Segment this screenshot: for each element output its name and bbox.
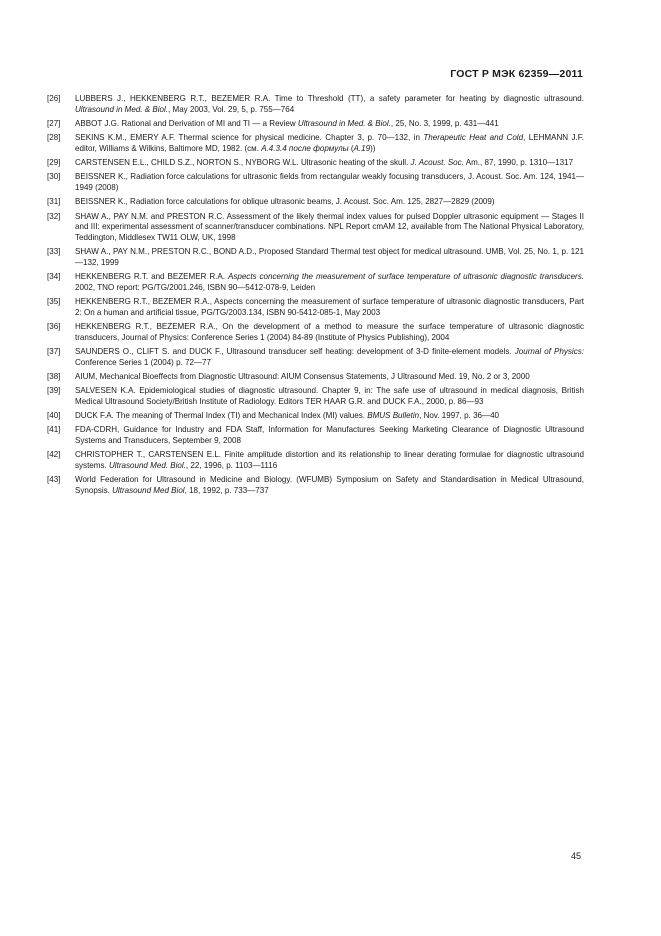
- reference-text: [75, 172, 584, 193]
- reference-segment: CHRISTOPHER T., CARSTENSEN E.L. Finite amplitude distortion and its relationship to linear derating formulae for diagnostic ultrasound systems.: [75, 450, 584, 471]
- reference-item: [47, 297, 584, 318]
- reference-segment: World Federation for Ultrasound in Medicine and Biology. (WFUMB) Symposium on Safety and Standardisation in Medical Ultrasound, Synopsis.: [75, 475, 584, 496]
- reference-number: [39]: [47, 386, 61, 396]
- reference-segment: FDA-CDRH, Guidance for Industry and FDA Staff, Information for Manufactures Seeking Marketing Clearance of Diagnostic Ultrasound Systems and Transducers, September 9, 2008: [75, 425, 584, 446]
- reference-text: [75, 212, 584, 244]
- reference-number: [35]: [47, 297, 61, 307]
- reference-segment: LUBBERS J., HEKKENBERG R.T., BEZEMER R.A. Time to Threshold (TT), a safety parameter for heating by diagnostic ultrasound.: [75, 94, 584, 103]
- reference-italic-segment: А.4.3.4 после формулы: [261, 143, 349, 153]
- reference-number: [40]: [47, 411, 61, 421]
- reference-segment: AIUM, Mechanical Bioeffects from Diagnostic Ultrasound: AIUM Consensus Statements, J Ultrasound Med. 19, No. 2 or 3, 2000: [75, 372, 530, 382]
- reference-segment: BEISSNER K., Radiation force calculations for ultrasonic fields from rectangular weakly focusing transducers, J. Acoust. Soc. Am. 124, 1941—1949 (2008): [75, 172, 584, 193]
- reference-text: [75, 372, 584, 383]
- reference-number: [42]: [47, 450, 61, 460]
- reference-text: [75, 197, 584, 208]
- reference-text: [75, 119, 584, 130]
- reference-number: [28]: [47, 133, 61, 143]
- reference-number: [33]: [47, 247, 61, 257]
- reference-italic-segment: Ultrasound Med. Biol.: [108, 461, 186, 471]
- page-number: 45: [570, 851, 581, 861]
- reference-item: [47, 133, 584, 154]
- reference-italic-segment: А.19: [353, 143, 371, 153]
- reference-number: [27]: [47, 118, 61, 128]
- reference-text: [75, 386, 584, 407]
- reference-segment: , Nov. 1997, p. 36—40: [419, 411, 500, 421]
- reference-segment: HEKKENBERG R.T., BEZEMER R.A., On the development of a method to measure the surface temperature of ultrasonic diagnostic transducers, Journal of Physics: Conference Series 1 (2004) 84-89 (Institute of Physics Publishing), 2004: [75, 322, 584, 342]
- reference-text: [75, 450, 584, 471]
- reference-number: [29]: [47, 158, 61, 168]
- reference-list: [47, 94, 584, 500]
- document-header: ГОСТ Р МЭК 62359—2011: [450, 68, 583, 80]
- reference-segment: ABBOT J.G. Rational and Derivation of MI and TI — a Review: [75, 118, 298, 128]
- reference-item: [47, 386, 584, 407]
- reference-segment: HEKKENBERG R.T., BEZEMER R.A., Aspects concerning the measurement of surface temperature of ultrasonic diagnostic transducers, Part 2: On a human and artificial tissue, PG/TG/2003.134, ISBN 90-5412-085-1, May 2003: [75, 297, 584, 317]
- reference-italic-segment: Journal of Physics:: [514, 347, 584, 357]
- reference-text: [75, 425, 584, 446]
- reference-segment: , 22, 1996, p. 1103—1116: [185, 461, 278, 471]
- reference-segment: SHAW A., PAY N.M., PRESTON R.C., BOND A.D., Proposed Standard Thermal test object for medical ultrasound. UMB, Vol. 25, No. 1, p. 121—132, 1999: [75, 247, 584, 267]
- reference-number: [31]: [47, 197, 61, 207]
- reference-text: [75, 475, 584, 496]
- reference-number: [38]: [47, 372, 61, 382]
- reference-italic-segment: Ultrasound in Med. & Biol.: [297, 118, 391, 128]
- reference-item: [47, 272, 584, 293]
- reference-item: [47, 411, 584, 422]
- reference-italic-segment: Ultrasound in Med. & Biol.: [75, 104, 169, 114]
- reference-item: [47, 158, 584, 169]
- reference-number: [41]: [47, 425, 61, 435]
- reference-item: [47, 212, 584, 244]
- reference-segment: (: [348, 143, 354, 153]
- reference-number: [43]: [47, 475, 61, 485]
- reference-segment: )): [370, 143, 376, 153]
- reference-text: [75, 272, 584, 293]
- reference-segment: Am., 87, 1990, p. 1310—1317: [463, 158, 574, 168]
- reference-italic-segment: Ultrasound Med Biol: [112, 486, 185, 496]
- reference-text: [75, 411, 584, 422]
- reference-segment: 2002, TNO report: PG/TG/2001.246, ISBN 90—5412-078-9, Leiden: [75, 282, 316, 292]
- reference-number: [32]: [47, 211, 61, 221]
- reference-segment: HEKKENBERG R.T. and BEZEMER R.A.: [75, 272, 228, 282]
- reference-number: [30]: [47, 172, 61, 182]
- reference-item: [47, 450, 584, 471]
- reference-text: [75, 347, 584, 368]
- reference-text: [75, 247, 584, 268]
- reference-number: [37]: [47, 347, 61, 357]
- reference-segment: Conference Series 1 (2004) p. 72—77: [75, 357, 211, 367]
- reference-item: [47, 347, 584, 368]
- reference-segment: , LEHMANN J.F. editor, Williams & Wilkins, Baltimore MD, 1982. (см.: [75, 133, 585, 153]
- reference-segment: BEISSNER K., Radiation force calculations for oblique ultrasonic beams, J. Acoust. Soc. Am. 125, 2827—2829 (2009): [75, 197, 495, 207]
- reference-italic-segment: BMUS Bulletin: [367, 411, 420, 421]
- reference-segment: CARSTENSEN E.L., CHILD S.Z., NORTON S., NYBORG W.L. Ultrasonic heating of the skull.: [75, 158, 411, 168]
- reference-item: [47, 197, 584, 208]
- reference-item: [47, 94, 584, 115]
- reference-italic-segment: Aspects concerning the measurement of surface temperature of ultrasonic diagnostic transducers.: [227, 272, 584, 282]
- reference-item: [47, 119, 584, 130]
- reference-segment: , 25, No. 3, 1999, p. 431—441: [390, 118, 499, 128]
- reference-italic-segment: Therapeutic Heat and Cold: [423, 133, 524, 143]
- reference-number: [34]: [47, 272, 61, 282]
- reference-text: [75, 297, 584, 318]
- reference-segment: , 18, 1992, p. 733—737: [184, 486, 269, 496]
- reference-segment: SEKINS K.M., EMERY A.F. Thermal science for physical medicine. Chapter 3, p. 70—132, in: [75, 133, 424, 143]
- reference-item: [47, 372, 584, 383]
- reference-segment: SHAW A., PAY N.M. and PRESTON R.C. Assessment of the likely thermal index values for pulsed Doppler ultrasonic equipment — Stages II and III: experimental assessment of scanner/transducer combinations. NPL Report cmAM 12, available from The National Physical Laboratory, Teddington, Middlesex TW11 OLW, UK, 1998: [75, 211, 584, 243]
- reference-item: [47, 247, 584, 268]
- reference-text: [75, 322, 584, 343]
- reference-item: [47, 475, 584, 496]
- reference-segment: SAUNDERS O., CLIFT S. and DUCK F., Ultrasound transducer self heating: development of 3-D finite-element models.: [75, 347, 515, 357]
- reference-text: [75, 94, 584, 115]
- reference-text: [75, 158, 584, 169]
- reference-number: [36]: [47, 322, 61, 332]
- reference-item: [47, 322, 584, 343]
- reference-segment: DUCK F.A. The meaning of Thermal Index (TI) and Mechanical Index (MI) values.: [75, 411, 368, 421]
- reference-segment: SALVESEN K.A. Epidemiological studies of diagnostic ultrasound. Chapter 9, in: The safe use of ultrasound in medical diagnosis, British Medical Ultrasound Society/British Institute of Radiology. Editors TER HAAR G.R. and DUCK F.A., 2000, p. 86—93: [75, 386, 584, 406]
- reference-text: [75, 133, 584, 154]
- reference-segment: , May 2003, Vol. 29, 5, p. 755—764: [168, 104, 295, 114]
- reference-item: [47, 172, 584, 193]
- reference-number: [26]: [47, 94, 61, 103]
- reference-italic-segment: J. Acoust. Soc.: [410, 158, 464, 168]
- reference-item: [47, 425, 584, 446]
